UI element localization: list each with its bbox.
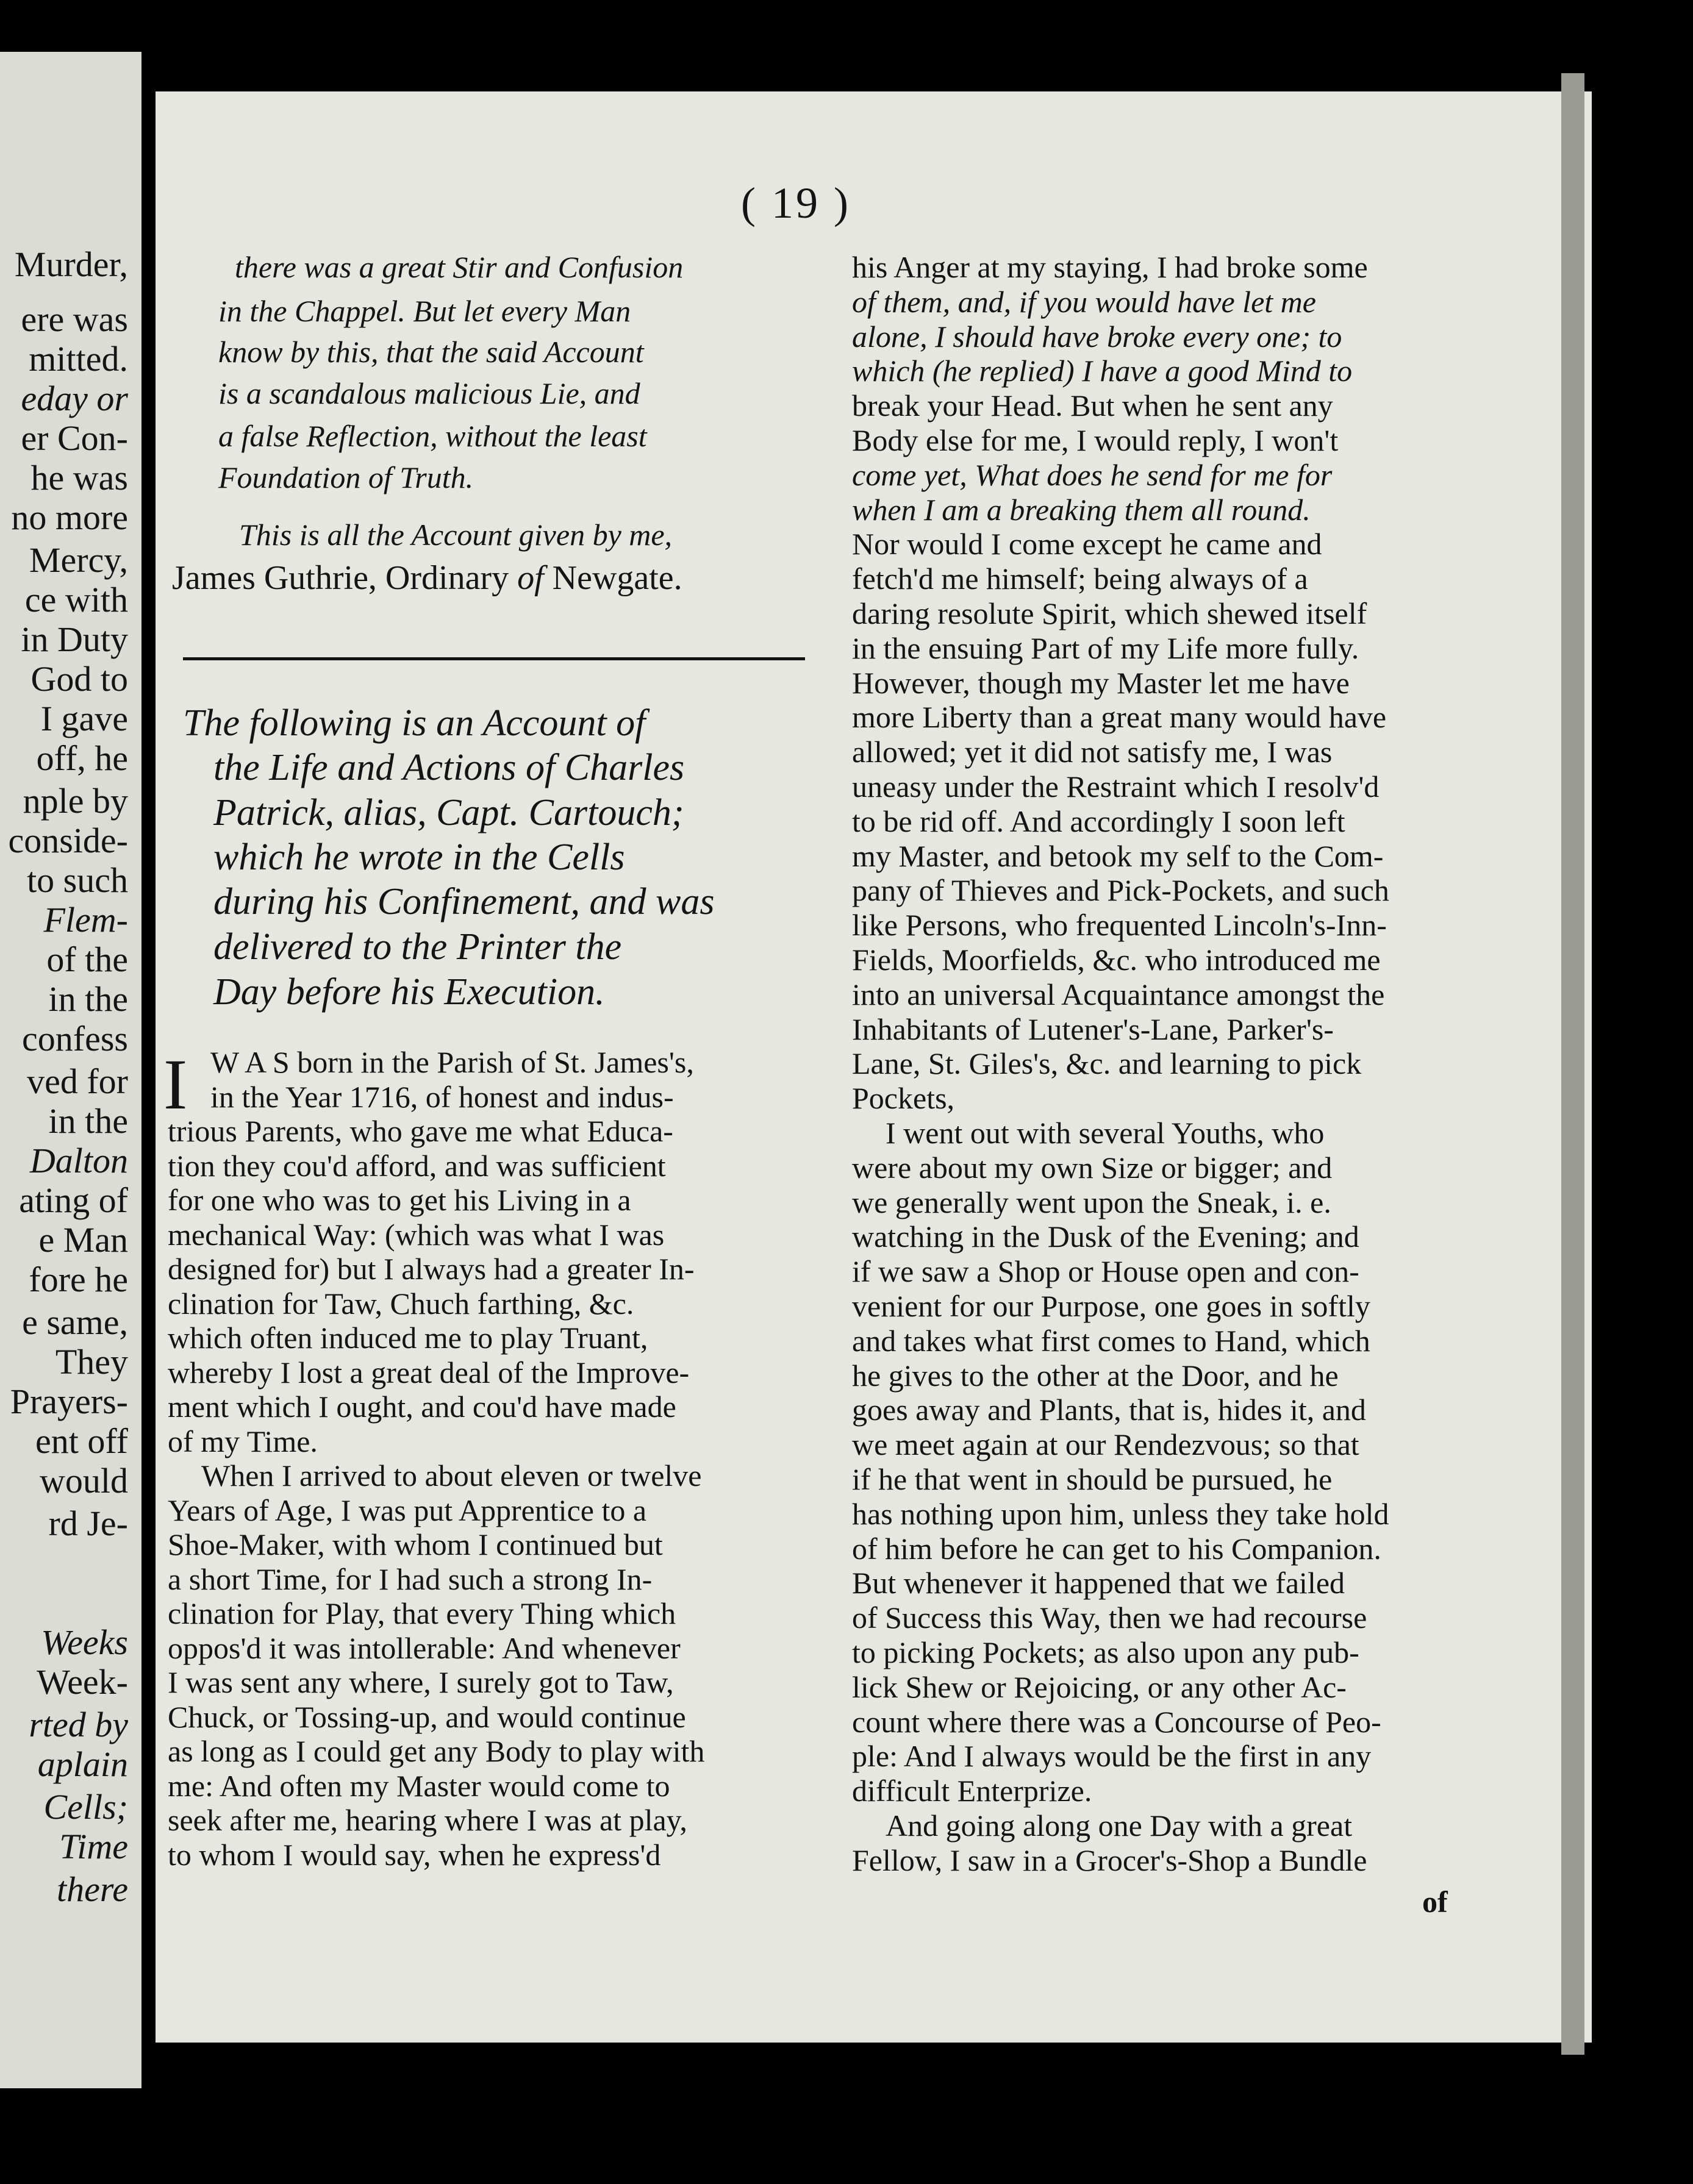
body-line: clination for Taw, Chuch farthing, &c. (168, 1286, 634, 1321)
body-line: of Success this Way, then we had recourse (852, 1601, 1367, 1635)
body-line: Pockets, (852, 1081, 955, 1115)
account-heading-line: The following is an Account of (183, 702, 646, 744)
body-line: when I am a breaking them all round. (852, 493, 1311, 527)
prev-page-line: Week- (37, 1662, 128, 1702)
body-line: daring resolute Spirit, which shewed itself (852, 596, 1367, 630)
body-line: a short Time, for I had such a strong In- (168, 1562, 653, 1596)
body-line: mechanical Way: (which was what I was (168, 1218, 665, 1252)
prev-page-line: eday or (21, 379, 128, 418)
body-line: clination for Play, that every Thing which (168, 1596, 676, 1630)
prev-page-line: no more (11, 498, 128, 537)
body-line: more Liberty than a great many would have (852, 700, 1387, 734)
body-line: seek after me, hearing where I was at play, (168, 1803, 687, 1837)
body-line: However, though my Master let me have (852, 666, 1350, 700)
prev-page-line: ent off (35, 1421, 128, 1461)
prev-page-line: he was (30, 458, 128, 498)
body-line: venient for our Purpose, one goes in softly (852, 1289, 1370, 1323)
body-line: for one who was to get his Living in a (168, 1183, 631, 1217)
body-line: oppos'd it was intollerable: And whenever (168, 1631, 681, 1665)
prev-page-line: fore he (29, 1260, 128, 1299)
body-line: if we saw a Shop or House open and con- (852, 1254, 1359, 1288)
account-heading-line: delivered to the Printer the (213, 926, 622, 968)
account-heading-line: the Life and Actions of Charles (213, 747, 685, 788)
top-paragraph-line: there was a great Stir and Confusion (235, 250, 684, 284)
body-line: we meet again at our Rendezvous; so that (852, 1427, 1359, 1461)
ordinary-name: James Guthrie, Ordinary (172, 559, 518, 597)
body-line: as long as I could get any Body to play with (168, 1734, 705, 1768)
body-line: into an universal Acquaintance amongst the (852, 977, 1385, 1012)
prev-page-line: er Con- (21, 418, 128, 458)
drop-cap: I (163, 1044, 188, 1124)
body-line: I went out with several Youths, who (886, 1116, 1325, 1150)
page-number: ( 19 ) (741, 179, 851, 227)
body-line: Chuck, or Tossing-up, and would continue (168, 1700, 686, 1734)
body-line: his Anger at my staying, I had broke some (852, 250, 1368, 284)
body-line: like Persons, who frequented Lincoln's-Inn- (852, 908, 1387, 942)
page-edge (1561, 73, 1584, 2055)
prev-page-line: Weeks (41, 1622, 128, 1662)
body-line: Body else for me, I would reply, I won't (852, 423, 1339, 457)
account-heading-line: Patrick, alias, Capt. Cartouch; (213, 792, 684, 833)
body-line: in the Year 1716, of honest and indus- (210, 1080, 674, 1114)
section-rule (183, 657, 805, 660)
body-line: whereby I lost a great deal of the Improve- (168, 1355, 690, 1390)
prev-page-line: in the (48, 979, 128, 1019)
prev-page-line: Cells; (43, 1787, 128, 1827)
prev-page-line: They (55, 1342, 128, 1382)
prev-page-line: in the (48, 1101, 128, 1141)
prev-page-line: Dalton (29, 1141, 128, 1180)
prev-page-line: Mercy, (29, 540, 128, 580)
body-line: uneasy under the Restraint which I resolv'd (852, 769, 1380, 804)
body-line: to picking Pockets; as also upon any pub- (852, 1635, 1359, 1669)
prev-page-line: of the (46, 940, 128, 979)
top-paragraph-line: is a scandalous malicious Lie, and (218, 376, 640, 410)
body-line: Inhabitants of Lutener's-Lane, Parker's- (852, 1012, 1334, 1046)
body-line: me: And often my Master would come to (168, 1769, 670, 1803)
prev-page-line: Flem- (43, 900, 128, 940)
signoff-line: This is all the Account given by me, (239, 518, 673, 552)
signoff-name-line (172, 561, 682, 595)
account-heading-line: Day before his Execution. (213, 971, 605, 1013)
prev-page-line: ating of (19, 1180, 128, 1220)
ordinary-place: Newgate. (552, 559, 682, 597)
prev-page-line: ce with (24, 580, 128, 619)
body-line: in the ensuing Part of my Life more fully. (852, 631, 1359, 665)
prev-page-line: mitted. (29, 339, 128, 379)
body-line: When I arrived to about eleven or twelve (201, 1458, 702, 1493)
prev-page-line: there (56, 1869, 128, 1909)
body-line: were about my own Size or bigger; and (852, 1151, 1333, 1185)
body-line: to whom I would say, when he express'd (168, 1838, 661, 1872)
body-line: he gives to the other at the Door, and he (852, 1358, 1339, 1393)
account-heading-line: which he wrote in the Cells (213, 837, 625, 878)
body-line: W A S born in the Parish of St. James's, (210, 1045, 694, 1079)
prev-page-line: would (40, 1461, 128, 1501)
prev-page-line: rd Je- (48, 1504, 128, 1543)
prev-page-line: rted by (29, 1705, 128, 1744)
body-line: Nor would I come except he came and (852, 527, 1322, 561)
body-line: if he that went in should be pursued, he (852, 1462, 1333, 1496)
prev-page-line: e Man (38, 1220, 128, 1260)
body-line: come yet, What does he send for me for (852, 458, 1333, 492)
body-line: Fellow, I saw in a Grocer's-Shop a Bundle (852, 1843, 1367, 1877)
body-line: pany of Thieves and Pick-Pockets, and such (852, 873, 1389, 907)
body-line: designed for) but I always had a greater In- (168, 1252, 695, 1286)
body-line: I was sent any where, I surely got to Taw, (168, 1665, 674, 1699)
body-line: Shoe-Maker, with whom I continued but (168, 1527, 663, 1561)
body-line: to be rid off. And accordingly I soon left (852, 804, 1345, 838)
body-line: Lane, St. Giles's, &c. and learning to pick (852, 1046, 1362, 1080)
body-line: watching in the Dusk of the Evening; and (852, 1219, 1359, 1254)
body-line: of them, and, if you would have let me (852, 285, 1316, 319)
body-line: which (he replied) I have a good Mind to (852, 354, 1353, 388)
body-line: allowed; yet it did not satisfy me, I was (852, 735, 1333, 769)
body-line: But whenever it happened that we failed (852, 1566, 1345, 1600)
ordinary-of: of (517, 559, 553, 597)
body-line: fetch'd me himself; being always of a (852, 562, 1308, 596)
prev-page-line: God to (30, 659, 128, 699)
prev-page-line: ere was (21, 299, 128, 339)
prev-page-line: Time (59, 1827, 128, 1866)
body-line: lick Shew or Rejoicing, or any other Ac- (852, 1670, 1347, 1704)
body-line: we generally went upon the Sneak, i. e. (852, 1185, 1331, 1219)
prev-page-line: conside- (8, 821, 128, 860)
top-paragraph-line: in the Chappel. But let every Man (218, 294, 631, 328)
previous-page-fragment (0, 52, 141, 2088)
top-paragraph-line: know by this, that the said Account (218, 335, 644, 369)
prev-page-line: Murder, (14, 244, 128, 284)
body-line: break your Head. But when he sent any (852, 388, 1333, 423)
body-line: has nothing upon him, unless they take hold (852, 1497, 1389, 1531)
account-heading-line: during his Confinement, and was (213, 881, 715, 922)
prev-page-line: nple by (23, 781, 128, 821)
prev-page-line: confess (22, 1019, 128, 1058)
body-line: which often induced me to play Truant, (168, 1321, 648, 1355)
prev-page-line: to such (27, 860, 128, 900)
prev-page-line: ved for (27, 1062, 128, 1101)
top-paragraph-line: a false Reflection, without the least (218, 419, 647, 453)
body-line: and takes what first comes to Hand, which (852, 1324, 1370, 1358)
body-line: difficult Enterprize. (852, 1774, 1092, 1808)
body-line: And going along one Day with a great (886, 1808, 1353, 1843)
prev-page-line: off, he (36, 738, 128, 778)
body-line: of him before he can get to his Companion. (852, 1532, 1381, 1566)
prev-page-line: in Duty (21, 619, 128, 659)
prev-page-line: aplain (37, 1744, 128, 1784)
body-line: Fields, Moorfields, &c. who introduced me (852, 943, 1381, 977)
prev-page-line: I gave (40, 699, 128, 738)
body-line: ple: And I always would be the first in any (852, 1739, 1372, 1773)
body-line: goes away and Plants, that is, hides it, and (852, 1393, 1366, 1427)
prev-page-line: Prayers- (10, 1382, 128, 1421)
prev-page-line: e same, (22, 1302, 128, 1342)
body-line: tion they cou'd afford, and was sufficient (168, 1149, 666, 1183)
body-line: of my Time. (168, 1424, 318, 1458)
body-line: Years of Age, I was put Apprentice to a (168, 1493, 647, 1527)
top-paragraph-line: Foundation of Truth. (218, 460, 474, 494)
body-line: trious Parents, who gave me what Educa- (168, 1114, 673, 1148)
body-line: alone, I should have broke every one; to (852, 319, 1342, 354)
body-line: my Master, and betook my self to the Com- (852, 839, 1384, 873)
body-line: count where there was a Concourse of Peo- (852, 1705, 1381, 1739)
catchword: of (1422, 1885, 1448, 1919)
body-line: ment which I ought, and cou'd have made (168, 1390, 676, 1424)
